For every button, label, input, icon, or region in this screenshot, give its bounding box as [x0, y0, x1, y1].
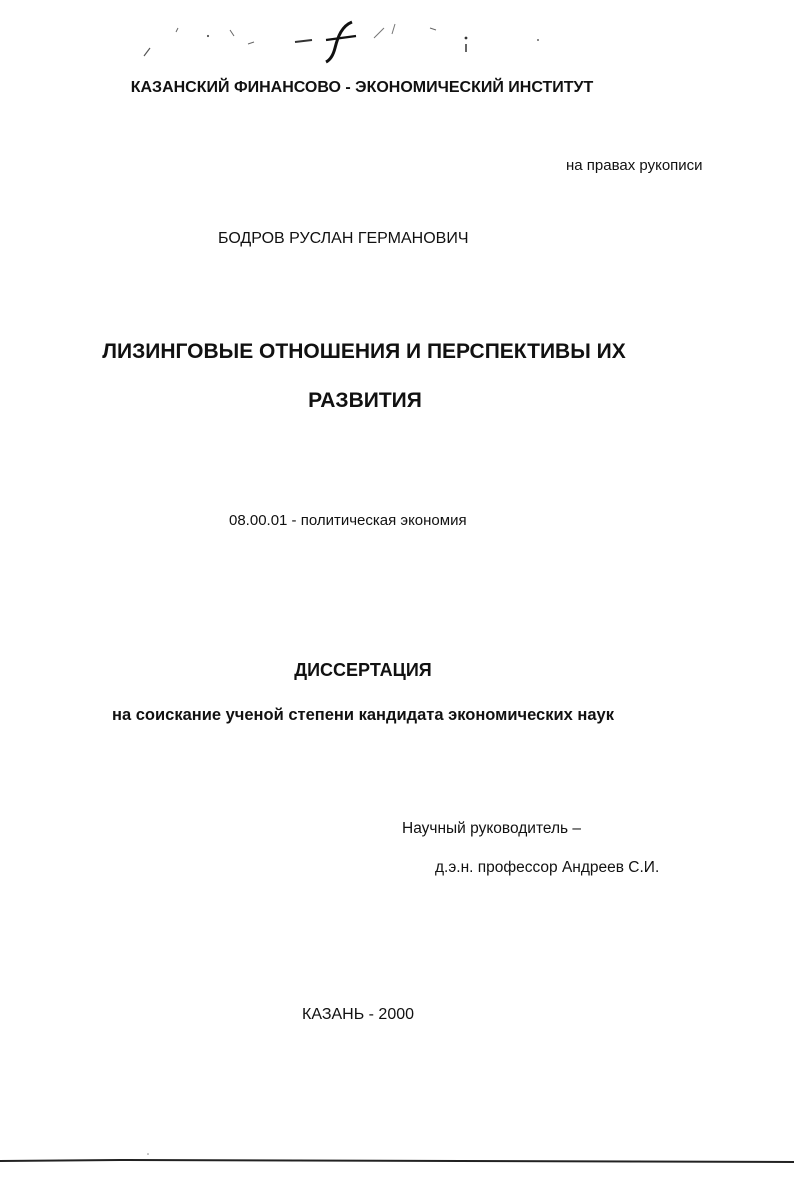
work-type-heading: ДИССЕРТАЦИЯ — [294, 660, 432, 680]
author-name: БОДРОВ РУСЛАН ГЕРМАНОВИЧ — [218, 230, 469, 247]
specialty-code: 08.00.01 - политическая экономия — [229, 512, 467, 529]
supervisor-name: д.э.н. профессор Андреев С.И. — [435, 859, 660, 876]
dissertation-title-line2: РАЗВИТИЯ — [308, 389, 422, 412]
city-year: КАЗАНЬ - 2000 — [302, 1006, 415, 1023]
degree-line: на соискание ученой степени кандидата экономических наук — [112, 706, 614, 724]
supervisor-label: Научный руководитель – — [402, 820, 582, 837]
dissertation-title-line1: ЛИЗИНГОВЫЕ ОТНОШЕНИЯ И ПЕРСПЕКТИВЫ ИХ — [102, 340, 626, 363]
rights-note: на правах рукописи — [566, 157, 703, 174]
scan-artifacts-top — [130, 14, 560, 64]
institute-name: КАЗАНСКИЙ ФИНАНСОВО - ЭКОНОМИЧЕСКИЙ ИНСТИТУТ — [130, 79, 594, 96]
scan-edge-line — [0, 1150, 794, 1170]
